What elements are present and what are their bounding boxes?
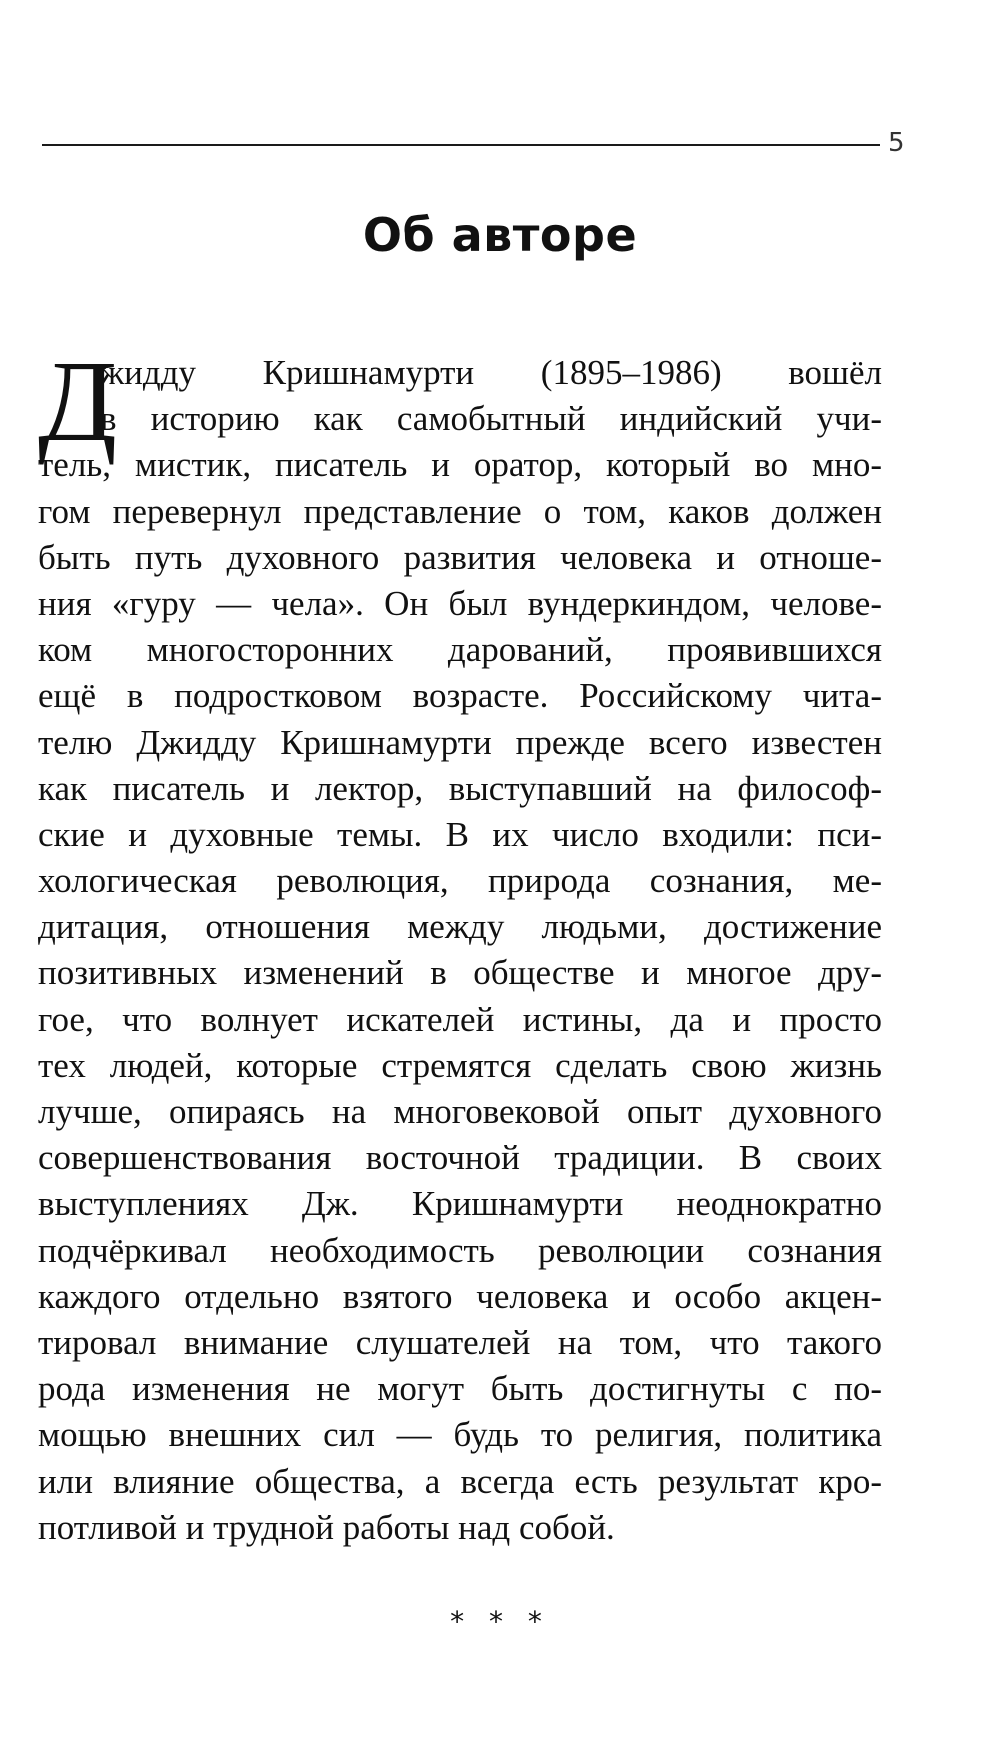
text-line: позитивных изменений в обществе и многое дру- (38, 953, 882, 993)
text-line: тель, мистик, писатель и оратор, который во мно- (38, 445, 882, 485)
text-line: жидду Кришнамурти (1895–1986) вошёл (100, 353, 882, 392)
drop-cap: Д (38, 338, 118, 466)
text-line: ещё в подростковом возрасте. Российскому чита- (38, 676, 882, 716)
text-line: дитация, отношения между людьми, достижение (38, 907, 882, 947)
header-rule (42, 144, 880, 146)
text-line: ния «гуру — чела». Он был вундеркиндом, челове- (38, 583, 882, 623)
body-paragraph (38, 338, 882, 1551)
text-line: рода изменения не могут быть достигнуты с по- (38, 1369, 882, 1409)
text-line: ские и духовные темы. В их число входили: пси- (38, 814, 882, 854)
text-line: лучше, опираясь на многовековой опыт духовного (38, 1092, 882, 1131)
text-line: мощью внешних сил — будь то религия, политика (38, 1415, 882, 1455)
text-line: каждого отдельно взятого человека и особо акцен- (38, 1276, 882, 1316)
page-title: Об авторе (362, 208, 638, 262)
text-line: гом перевернул представление о том, каков должен (38, 491, 882, 531)
text-line: в историю как самобытный индийский учи- (100, 399, 882, 439)
text-line: или влияние общества, а всегда есть результат кро- (38, 1461, 882, 1501)
text-line: хологическая революция, природа сознания, ме- (38, 861, 882, 901)
text-line: телю Джидду Кришнамурти прежде всего известен (38, 722, 882, 762)
text-line: тех людей, которые стремятся сделать свою жизнь (38, 1045, 882, 1085)
text-line: ком многосторонних дарований, проявившихся (38, 630, 882, 670)
text-line: как писатель и лектор, выступавший на философ- (38, 768, 882, 808)
section-separator: * * * (450, 1605, 550, 1638)
page-number: 5 (888, 128, 905, 158)
text-line: потливой и трудной работы над собой. (38, 1507, 615, 1547)
text-line: тировал внимание слушателей на том, что такого (38, 1322, 882, 1362)
text-line: совершенствования восточной традиции. В своих (38, 1138, 882, 1178)
text-line: гое, что волнует искателей истины, да и просто (38, 999, 882, 1039)
text-line: быть путь духовного развития человека и отноше- (38, 537, 882, 577)
text-line: подчёркивал необходимость революции сознания (38, 1230, 882, 1270)
text-line: выступлениях Дж. Кришнамурти неоднократно (38, 1184, 882, 1224)
